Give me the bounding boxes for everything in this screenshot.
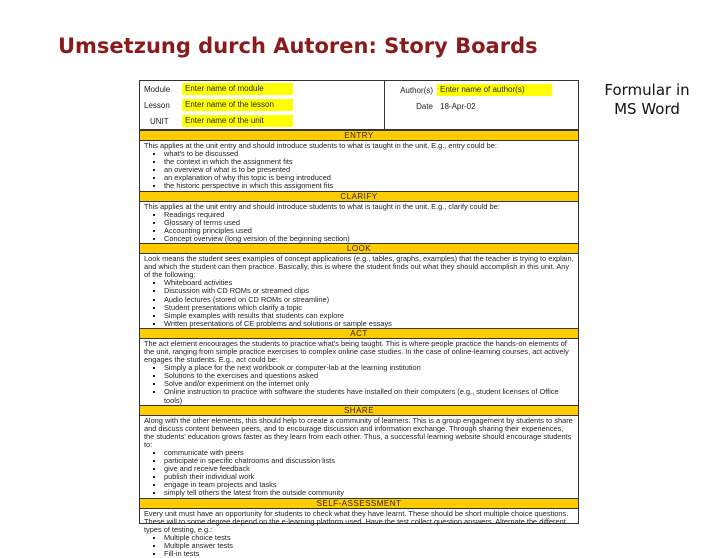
list-item: ▪ Fill-in tests [164, 550, 574, 558]
section-header-act: ACT [140, 328, 578, 339]
lesson-label: Lesson [144, 100, 170, 110]
list-item: ▪ the historic perspective in which this assignment fits [164, 182, 574, 190]
date-label: Date [416, 101, 433, 111]
section-text: This applies at the unit entry and should introduce students to what is taught in the unit. E.g., clarify could be: [144, 201, 500, 211]
section-text: The act element encourages the students to practice what's being taught. This is where people practice the hands-on elements of the unit, ranging from simple practice exercises to complex online case studies. In the case of online-learning courses, act actively engages the students. E.g., act could be: [144, 338, 569, 365]
list-item: ▪ simply tell others the latest from the outside community [164, 489, 574, 497]
form-header-left [140, 81, 385, 129]
list-item: ▪ an explanation of why this topic is being introduced [164, 174, 574, 182]
list-item: ▪ an overview of what is to be presented [164, 166, 574, 174]
list-item: ▪ Multiple choice tests [164, 534, 574, 542]
date-row [385, 98, 578, 114]
storyboard-form [139, 80, 579, 558]
authors-row [385, 82, 578, 98]
module-label: Module [144, 84, 171, 94]
side-note-line-1: Formular in [604, 81, 690, 99]
section-text: Look means the student sees examples of concept applications (e.g., tables, graphs, examples) that the teacher is trying to explain, and which the student can then practice. Basically, this is where the student finds out what they should accomplish in this unit. Any of the following: [144, 254, 574, 280]
list-item: ▪ Multiple answer tests [164, 542, 574, 550]
side-note-line-2: MS Word [614, 100, 680, 118]
list-item: ▪ Concept overview (long version of the beginning section) [164, 235, 574, 243]
lesson-field[interactable]: Enter name of the lesson [182, 99, 293, 111]
list-item: ▪ Audio lectures (stored on CD ROMs or streamline) [164, 296, 574, 304]
section-header-self-assessment: SELF-ASSESSMENT [140, 498, 578, 509]
slide-title: Umsetzung durch Autoren: Story Boards [58, 34, 538, 58]
list-item: ▪ Solutions to the exercises and questions asked [164, 372, 574, 380]
list-item: ▪ Simple examples with results that students can explore [164, 312, 574, 320]
section-text: This applies at the unit entry and should introduce students to what is taught in the unit. E.g., entry could be: [144, 141, 497, 150]
list-item: ▪ engage in team projects and tasks [164, 481, 574, 489]
list-item: ▪ Readings required [164, 211, 574, 219]
list-item: ▪ Discussion with CD ROMs or streamed clips [164, 287, 574, 295]
lesson-row [140, 97, 384, 113]
section-list [144, 449, 574, 498]
form-header-right [385, 81, 578, 129]
authors-field[interactable]: Enter name of author(s) [437, 84, 552, 96]
section-body[interactable] [140, 339, 578, 405]
side-note [592, 81, 702, 119]
section-body[interactable] [140, 202, 578, 243]
module-field[interactable]: Enter name of module [182, 83, 293, 95]
section-header-clarify: CLARIFY [140, 191, 578, 202]
list-item: ▪ Accounting principles used [164, 227, 574, 235]
section-list [144, 364, 574, 404]
section-header-look: LOOK [140, 243, 578, 254]
section-list [144, 534, 574, 558]
list-item: ▪ give and receive feedback [164, 465, 574, 473]
unit-field[interactable]: Enter name of the unit [182, 115, 293, 127]
section-body[interactable] [140, 509, 578, 558]
section-list [144, 150, 574, 190]
list-item: ▪ Solve and/or experiment on the internet only [164, 380, 574, 388]
unit-row [140, 113, 384, 129]
date-value[interactable]: 18-Apr-02 [440, 101, 476, 111]
section-text: Every unit must have an opportunity for students to check what they have learnt. These should be short multiple choice questions. These will to some degree depend on the e-learning platform used. Have the test collect question answers. Alternate the different types of testing, e.g.: [144, 508, 569, 534]
list-item: ▪ the context in which the assignment fits [164, 158, 574, 166]
list-item: ▪ Written presentations of CE problems and solutions or sample essays [164, 320, 574, 328]
section-header-entry: ENTRY [140, 130, 578, 141]
module-row [140, 81, 384, 97]
section-body[interactable] [140, 254, 578, 328]
form-sections [140, 130, 578, 558]
list-item: ▪ Simply a place for the next workbook or computer-lab at the learning institution [164, 364, 574, 372]
section-header-share: SHARE [140, 405, 578, 416]
unit-label: UNIT [150, 116, 169, 126]
section-text: Along with the other elements, this should help to create a community of learners. This is a group engagement by students to share and discuss content between peers, and to encourage discussion and information exchange. Through sharing their experiences, the students' education grows faster as they learn from each other. Thus, a successful learning website should encourage students to: [144, 415, 573, 449]
section-body[interactable] [140, 141, 578, 191]
list-item: ▪ Student presentations which clarify a topic [164, 304, 574, 312]
list-item: ▪ communicate with peers [164, 449, 574, 457]
list-item: ▪ publish their individual work [164, 473, 574, 481]
list-item: ▪ Whiteboard activities [164, 279, 574, 287]
list-item: ▪ Online instruction to practice with software the students have installed on their computers (e.g., student licenses of Office tools) [164, 388, 574, 404]
section-list [144, 279, 574, 328]
section-list [144, 211, 574, 243]
list-item: ▪ Glossary of terms used [164, 219, 574, 227]
section-body[interactable] [140, 416, 578, 498]
list-item: ▪ what's to be discussed [164, 150, 574, 158]
authors-label: Author(s) [400, 85, 433, 95]
list-item: ▪ participate in specific chatrooms and discussion lists [164, 457, 574, 465]
form-header [140, 81, 578, 130]
